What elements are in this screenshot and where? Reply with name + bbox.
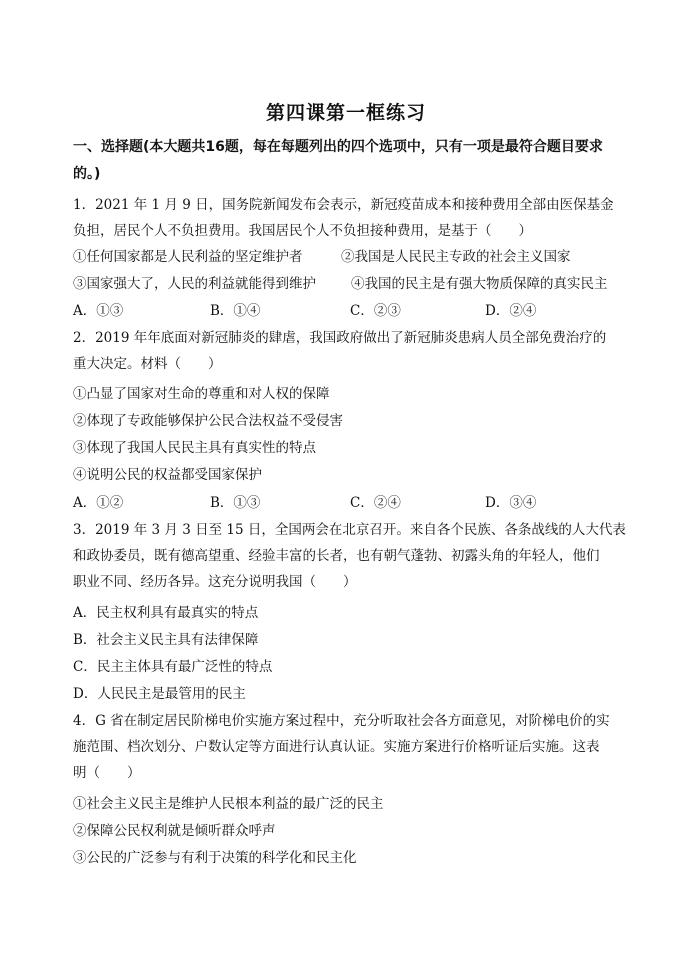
q4-statement-1: ①社会主义民主是维护人民根本利益的最广泛的民主 xyxy=(73,796,384,812)
question-4-line: 4．G 省在制定居民阶梯电价实施方案过程中，充分听取社会各方面意见，对阶梯电价的实 xyxy=(73,713,610,729)
q3-option-d: D．人民民主是最管用的民主 xyxy=(73,686,246,702)
page-title: 第四课第一框练习 xyxy=(265,102,426,124)
question-2-line: 重大决定。材料（ ） xyxy=(73,356,222,372)
question-2-stem xyxy=(73,325,633,377)
q2-option-d: D．③④ xyxy=(485,495,537,511)
question-3-line: 和政协委员，既有德高望重、经验丰富的长者，也有朝气蓬勃、初露头角的年轻人，他们 xyxy=(73,548,600,564)
section-heading: 一、选择题(本大题共16题，每在每题列出的四个选项中，只有一项是最符合题目要求的。) xyxy=(73,139,603,182)
question-3-line: 职业不同、经历各异。这充分说明我国（ ） xyxy=(73,574,357,590)
q1-option-c: C．②③ xyxy=(350,303,401,319)
q2-option-b: B．①③ xyxy=(210,495,261,511)
question-2-line: 2．2019 年年底面对新冠肺炎的肆虐，我国政府做出了新冠肺炎患病人员全部免费治疗的 xyxy=(73,330,607,346)
question-1-stem xyxy=(73,192,633,244)
q2-statement-4: ④说明公民的权益都受国家保护 xyxy=(73,467,262,483)
q1-statement-4: ④我国的民主是有强大物质保障的真实民主 xyxy=(351,276,608,292)
q1-statement-1: ①任何国家都是人民利益的坚定维护者 xyxy=(73,249,303,265)
q1-statement-3: ③国家强大了，人民的利益就能得到维护 xyxy=(73,276,316,292)
q3-option-b: B．社会主义民主具有法律保障 xyxy=(73,632,259,648)
question-1-line: 1．2021 年 1 月 9 日，国务院新闻发布会表示，新冠疫苗成本和接种费用全部由医保基金 xyxy=(73,197,614,213)
q1-statement-2: ②我国是人民民主专政的社会主义国家 xyxy=(341,249,571,265)
q4-statement-2: ②保障公民权利就是倾听群众呼声 xyxy=(73,823,276,839)
question-4-stem xyxy=(73,708,633,786)
question-3-stem xyxy=(73,517,633,595)
q3-option-a: A．民主权利具有最真实的特点 xyxy=(73,605,259,621)
q4-statement-3: ③公民的广泛参与有利于决策的科学化和民主化 xyxy=(73,850,357,866)
question-4-line: 施范围、档次划分、户数认定等方面进行认真认证。实施方案进行价格听证后实施。这表 xyxy=(73,739,600,755)
question-1-line: 负担，居民个人不负担费用。我国居民个人不负担接种费用，是基于（ ） xyxy=(73,223,532,239)
q2-statement-3: ③体现了我国人民民主具有真实性的特点 xyxy=(73,440,316,456)
q2-statement-1: ①凸显了国家对生命的尊重和对人权的保障 xyxy=(73,386,330,402)
q1-option-d: D．②④ xyxy=(485,303,537,319)
q2-option-a: A．①② xyxy=(73,495,124,511)
q1-option-b: B．①④ xyxy=(210,303,261,319)
q3-option-c: C．民主主体具有最广泛性的特点 xyxy=(73,659,273,675)
q2-option-c: C．②④ xyxy=(350,495,401,511)
q1-option-a: A．①③ xyxy=(73,303,124,319)
question-3-line: 3．2019 年 3 月 3 日至 15 日，全国两会在北京召开。来自各个民族、各条战线的人大代表 xyxy=(73,522,626,538)
q2-statement-2: ②体现了专政能够保护公民合法权益不受侵害 xyxy=(73,413,343,429)
question-4-line: 明（ ） xyxy=(73,765,141,781)
